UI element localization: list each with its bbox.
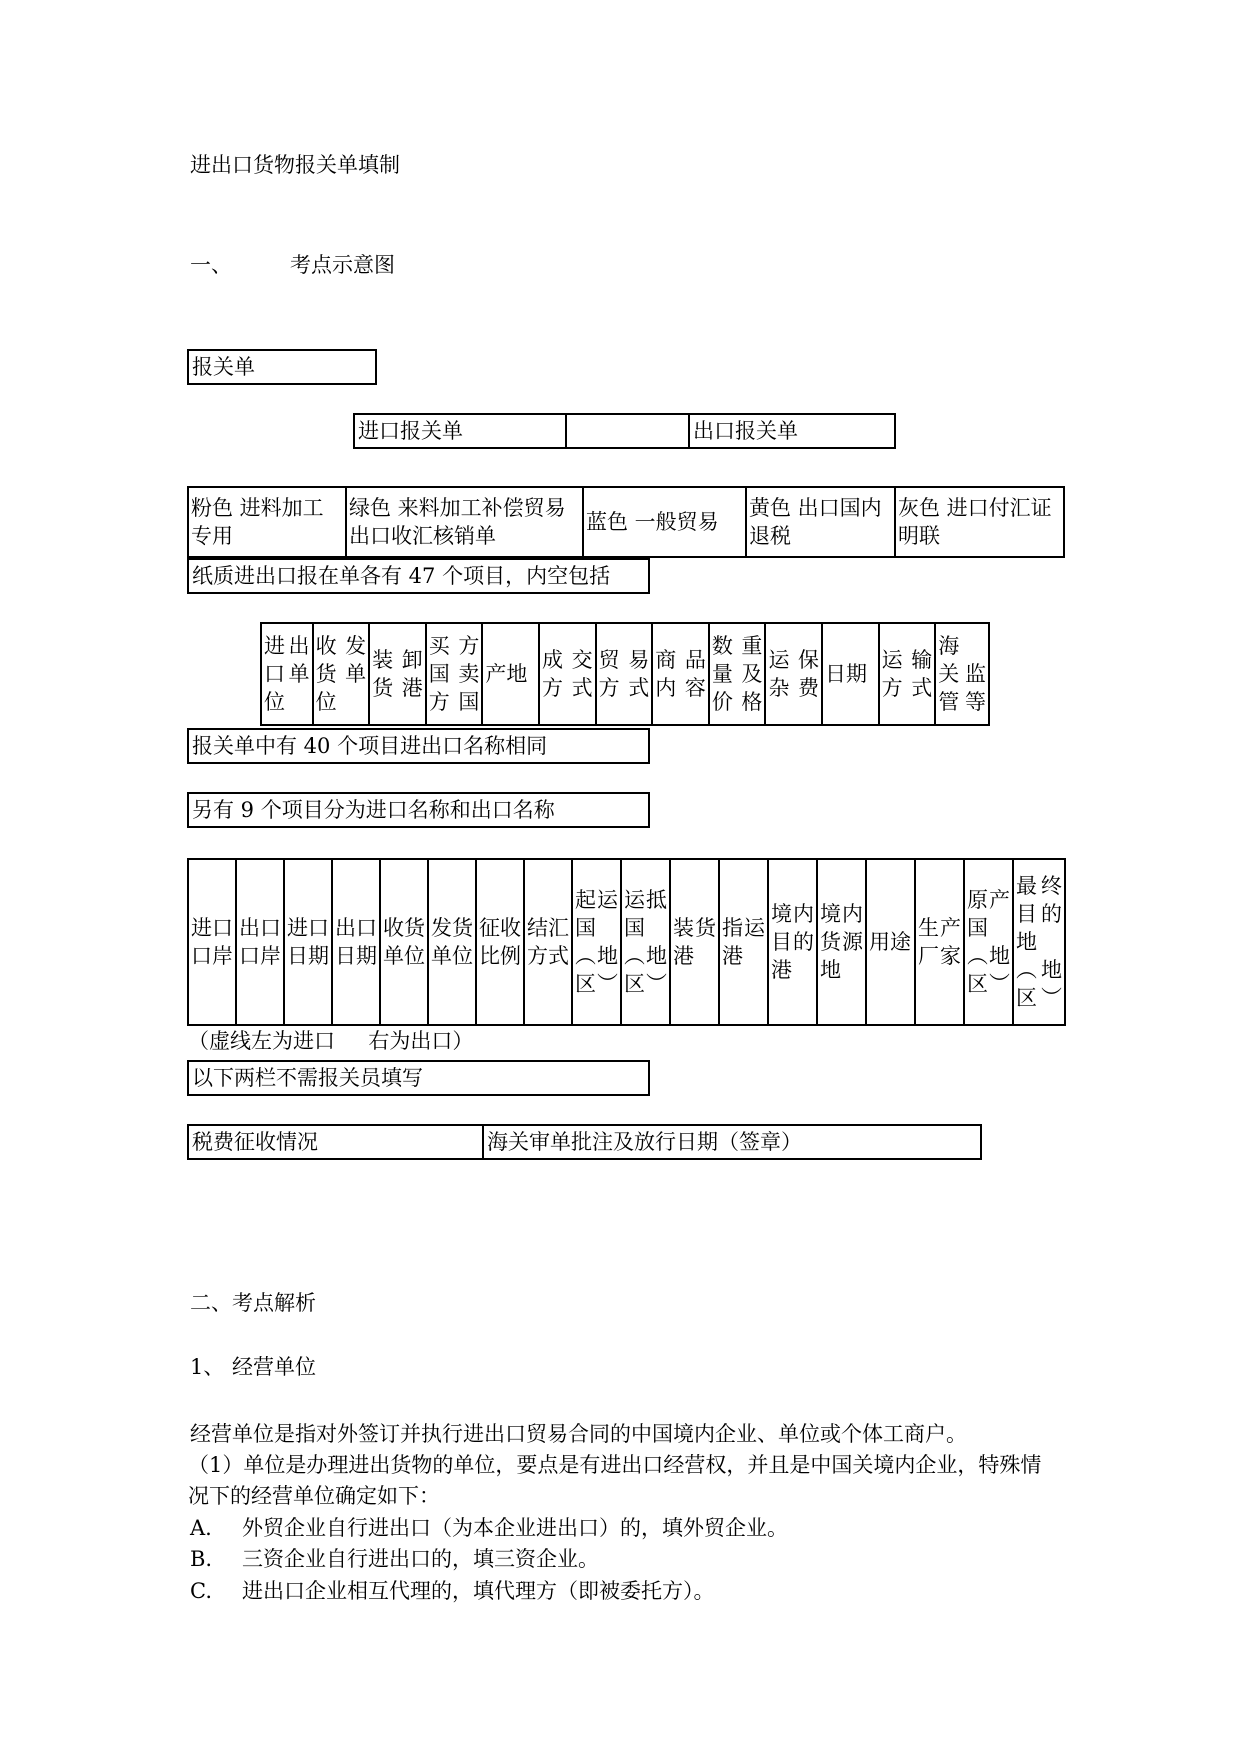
item1-heading: 经营单位 (232, 1355, 316, 1379)
same40-box: 报关单中有 40 个项目进出口名称相同 (187, 728, 650, 764)
paragraph-1: 经营单位是指对外签订并执行进出口贸易合同的中国境内企业、单位或个体工商户。 (190, 1422, 967, 1446)
color-blue: 蓝色 一般贸易 (583, 487, 746, 557)
item9-dest-country: 运抵国︵地区︶ (621, 859, 670, 1025)
list-item (190, 1544, 599, 1576)
document-title: 进出口货物报关单填制 (190, 153, 400, 177)
root-box: 报关单 (187, 349, 377, 385)
item9-country-of-origin: 原产国︵地区︶ (964, 859, 1013, 1025)
color-categories-table (187, 486, 1065, 558)
item9-usage: 用途 (866, 859, 915, 1025)
item47-10: 运 保杂费 (765, 623, 822, 725)
item9-export-port: 出口口岸 (236, 859, 284, 1025)
item47-11: 日期 (822, 623, 879, 725)
items47-table (260, 622, 990, 726)
list-item (190, 1576, 715, 1608)
list-item-label: A. (190, 1516, 212, 1540)
item1-number: 1、 (190, 1355, 225, 1379)
not-fill-box: 以下两栏不需报关员填写 (187, 1060, 650, 1096)
item47-3: 装 卸货港 (369, 623, 426, 725)
section2-heading: 二、考点解析 (190, 1291, 316, 1315)
items9-table (187, 858, 1066, 1026)
item47-5: 产地 (482, 623, 539, 725)
list-item-label: C. (190, 1579, 212, 1603)
item47-6: 成 交方式 (539, 623, 596, 725)
item9-import-port: 进口口岸 (188, 859, 236, 1025)
paragraph-2: （1）单位是办理进出货物的单位，要点是有进出口经营权，并且是中国关境内企业，特殊情况下的经营单位确定如下： (188, 1453, 1042, 1508)
item47-1: 进出口单位 (261, 623, 313, 725)
list-item (190, 1513, 788, 1545)
item9-levy-ratio: 征收比例 (476, 859, 524, 1025)
section1-number: 一、 (190, 253, 232, 277)
item47-4: 买 方国 卖方国 (426, 623, 483, 725)
section1-heading: 考点示意图 (290, 253, 395, 277)
item9-destination-port: 指运港 (719, 859, 768, 1025)
item47-9: 数 重量 及价格 (709, 623, 766, 725)
item9-domestic-source: 境内货源地 (817, 859, 866, 1025)
item9-final-destination: 最终目的地︵地区︶ (1013, 859, 1065, 1025)
item47-8: 商 品内容 (652, 623, 709, 725)
item9-domestic-dest: 境内目的港 (768, 859, 817, 1025)
customs-box: 海关审单批注及放行日期（签章） (482, 1124, 982, 1160)
item47-12: 运 输方式 (879, 623, 936, 725)
item9-consignor: 发货单位 (428, 859, 476, 1025)
export-form-box: 出口报关单 (688, 413, 896, 449)
blank-box (565, 413, 690, 449)
item9-manufacturer: 生产厂家 (915, 859, 964, 1025)
color-yellow: 黄色 出口国内退税 (746, 487, 895, 557)
item9-settlement: 结汇方式 (524, 859, 572, 1025)
color-pink: 粉色 进料加工专用 (188, 487, 346, 557)
item47-13: 海 关监 管等 (935, 623, 989, 725)
dashed-note: （虚线左为进口 右为出口） (188, 1029, 474, 1053)
item9-export-date: 出口日期 (332, 859, 380, 1025)
list-item-text: 进出口企业相互代理的，填代理方（即被委托方）。 (242, 1579, 715, 1603)
split9-box: 另有 9 个项目分为进口名称和出口名称 (187, 792, 650, 828)
item9-origin-country: 起运国︵地区︶ (572, 859, 621, 1025)
item47-7: 贸 易方式 (596, 623, 653, 725)
list-item-label: B. (190, 1547, 213, 1571)
item9-consignee: 收货单位 (380, 859, 428, 1025)
item9-import-date: 进口日期 (284, 859, 332, 1025)
paper-note-box: 纸质进出口报在单各有 47 个项目，内空包括 (187, 558, 650, 594)
item47-2: 收 发货 单位 (313, 623, 370, 725)
color-gray: 灰色 进口付汇证明联 (895, 487, 1064, 557)
list-item-text: 外贸企业自行进出口（为本企业进出口）的，填外贸企业。 (242, 1516, 788, 1540)
list-item-text: 三资企业自行进出口的，填三资企业。 (242, 1547, 599, 1571)
item9-loading-port: 装货港 (670, 859, 719, 1025)
color-green: 绿色 来料加工补偿贸易出口收汇核销单 (346, 487, 583, 557)
import-form-box: 进口报关单 (353, 413, 567, 449)
tax-box: 税费征收情况 (187, 1124, 484, 1160)
